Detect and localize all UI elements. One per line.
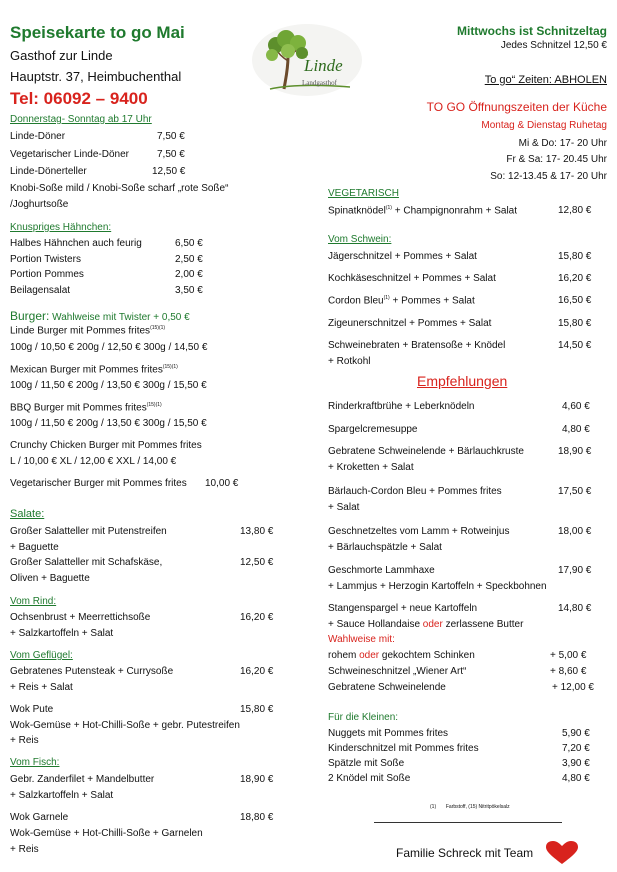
doener-heading: Donnerstag- Sonntag ab 17 Uhr [10, 114, 152, 125]
menu-item-name [328, 650, 475, 661]
menu-item-price: 4,80 € [562, 773, 590, 784]
menu-item-detail: + Lammjus + Herzogin Kartoffeln + Speckbohnen [328, 581, 547, 592]
menu-item-detail: + Bärlauchspätzle + Salat [328, 542, 442, 553]
menu-item-price: 7,50 € [157, 131, 185, 142]
menu-item-price: 7,50 € [157, 149, 185, 160]
menu-item-name: Portion Pommes [10, 269, 84, 280]
menu-item-price: 4,60 € [562, 401, 590, 412]
hours-fr-sa: Fr & Sa: 17- 20.45 Uhr [506, 154, 607, 165]
sauce-oder: oder [422, 619, 443, 630]
schinken-oder: oder [359, 650, 380, 661]
menu-item-name: Beilagensalat [10, 285, 71, 296]
burger-linde-sizes: 100g / 10,50 € 200g / 12,50 € 300g / 14,50 € [10, 342, 208, 353]
menu-item-name: Großer Salatteller mit Putenstreifen [10, 526, 167, 537]
burger-mexican-name: Mexican Burger mit Pommes frites [10, 364, 163, 376]
salate-heading: Salate: [10, 508, 45, 520]
menu-item-price: 6,50 € [175, 238, 203, 249]
menu-item-name: Geschnetzeltes vom Lamm + Rotweinjus [328, 526, 510, 537]
menu-item-name: Gebratene Schweinelende + Bärlauchkruste [328, 446, 524, 457]
signature: Familie Schreck mit Team [396, 846, 534, 860]
kinder-heading: Für die Kleinen: [328, 712, 399, 723]
menu-item-price: 12,80 € [558, 205, 592, 216]
menu-item-price: 3,90 € [562, 758, 590, 769]
menu-item-price: 18,80 € [240, 812, 274, 823]
menu-item-name: Geschmorte Lammhaxe [328, 565, 435, 576]
menu-item-detail: Wok-Gemüse + Hot-Chilli-Soße + Garnelen [10, 828, 203, 839]
burger-veg: Vegetarischer Burger mit Pommes frites [10, 478, 187, 489]
menu-item-name: Rinderkraftbrühe + Leberknödeln [328, 401, 475, 412]
menu-item-detail: Oliven + Baguette [10, 573, 90, 584]
fisch-heading: Vom Fisch: [10, 757, 60, 768]
menu-item-price: 16,20 € [558, 273, 592, 284]
burger-bbq [10, 402, 162, 413]
menu-item-price: 12,50 € [152, 166, 186, 177]
menu-item-price: 4,80 € [562, 424, 590, 435]
menu-item-price: 15,80 € [558, 318, 592, 329]
menu-item-detail: + Salzkartoffeln + Salat [10, 628, 114, 639]
menu-item-detail: Wok-Gemüse + Hot-Chilli-Soße + gebr. Putestreifen [10, 720, 240, 731]
burger-bbq-name: BBQ Burger mit Pommes frites [10, 402, 147, 414]
menu-title: Speisekarte to go Mai [10, 23, 185, 42]
doener-sauce-note-2: /Joghurtsoße [10, 199, 69, 210]
menu-item-name: 2 Knödel mit Soße [328, 773, 411, 784]
schnitzeltag-price: Jedes Schnitzel 12,50 € [500, 40, 607, 51]
vegetarisch-item-name: Spinatknödel [328, 205, 386, 217]
logo-subtitle: Landgasthof [302, 79, 337, 87]
menu-item-detail: + Salat [328, 502, 360, 513]
footer-divider [374, 822, 562, 823]
gefluegel-heading: Vom Geflügel: [10, 650, 73, 661]
menu-item-price: 7,20 € [562, 743, 590, 754]
menu-item-name: Wok Garnele [10, 812, 69, 823]
logo-title: Linde [304, 56, 343, 75]
hours-mi-do: Mi & Do: 17- 20 Uhr [518, 138, 607, 149]
schinken-a: rohem [328, 650, 360, 661]
burger-mexican [10, 364, 178, 375]
restaurant-address: Hauptstr. 37, Heimbuchenthal [10, 69, 182, 84]
menu-item-price: 14,50 € [558, 340, 592, 351]
menu-item-price: 17,50 € [558, 486, 592, 497]
menu-item-detail: + Kroketten + Salat [328, 462, 414, 473]
cordon-bleu-footnote: (1) [383, 295, 390, 301]
vegetarisch-item-footnote: (1) [385, 205, 392, 211]
menu-item-detail: + Reis [10, 735, 39, 746]
burger-linde-footnote: (15)(1) [150, 325, 166, 331]
menu-item-name: Linde-Döner [10, 131, 66, 142]
menu-item-price: 15,80 € [240, 704, 274, 715]
menu-item-name [328, 205, 517, 216]
menu-item-name: Stangenspargel + neue Kartoffeln [328, 603, 478, 614]
menu-item-price: 2,00 € [175, 269, 203, 280]
menu-item-detail: + Salzkartoffeln + Salat [10, 790, 114, 801]
menu-item-price: 3,50 € [175, 285, 203, 296]
menu-item-name: Gebratenes Putensteak + Currysoße [10, 666, 174, 677]
menu-item-name: Kochkäseschnitzel + Pommes + Salat [328, 273, 496, 284]
menu-item-price: + 12,00 € [552, 682, 594, 693]
menu-item-price: 15,80 € [558, 251, 592, 262]
menu-item-name [328, 295, 475, 306]
footnote-text: Farbstoff, (15) Nitritpökelsalz [445, 804, 510, 810]
menu-item-detail [328, 619, 523, 630]
menu-item-name: Großer Salatteller mit Schafskäse, [10, 557, 163, 568]
restaurant-name: Gasthof zur Linde [10, 48, 113, 63]
ruhetag: Montag & Dienstag Ruhetag [481, 120, 607, 131]
menu-item-price: + 5,00 € [550, 650, 587, 661]
menu-item-name: Spargelcremesuppe [328, 424, 418, 435]
haehnchen-heading: Knuspriges Hähnchen: [10, 222, 112, 233]
burger-mexican-sizes: 100g / 11,50 € 200g / 13,50 € 300g / 15,50 € [10, 380, 207, 391]
burger-linde [10, 325, 165, 336]
menu-item-detail: + Rotkohl [328, 356, 371, 367]
rind-heading: Vom Rind: [10, 596, 57, 607]
togo-times: To go“ Zeiten: ABHOLEN [484, 74, 607, 86]
vegetarisch-heading: VEGETARISCH [328, 188, 399, 199]
menu-item-name: Kinderschnitzel mit Pommes frites [328, 743, 479, 754]
footnote [430, 804, 510, 810]
menu-item-name: Gebr. Zanderfilet + Mandelbutter [10, 774, 155, 785]
menu-item-name: Vegetarischer Linde-Döner [10, 149, 129, 160]
cordon-bleu-name: Cordon Bleu [328, 295, 384, 307]
menu-item-price: 18,00 € [558, 526, 592, 537]
burger-twister-option: Wahlweise mit Twister + 0,50 € [49, 312, 190, 323]
menu-item-detail: + Baguette [10, 542, 59, 553]
menu-item-name: Wok Pute [10, 704, 54, 715]
menu-item-price: 10,00 € [205, 478, 239, 489]
menu-item-price: 17,90 € [558, 565, 592, 576]
menu-item-name: Schweinebraten + Bratensoße + Knödel [328, 340, 506, 351]
menu-item-price: 16,20 € [240, 666, 274, 677]
menu-item-detail: + Reis + Salat [10, 682, 73, 693]
footnote-number: (1) [430, 804, 437, 810]
menu-item-price: + 8,60 € [550, 666, 587, 677]
menu-item-price: 18,90 € [558, 446, 592, 457]
menu-item-name: Gebratene Schweinelende [328, 682, 446, 693]
schnitzeltag-title: Mittwochs ist Schnitzeltag [456, 24, 607, 38]
menu-item-price: 2,50 € [175, 254, 203, 265]
burger-bbq-footnote: (15)(1) [146, 402, 162, 408]
phone-number[interactable]: Tel: 06092 – 9400 [10, 89, 148, 108]
menu-item-price: 12,50 € [240, 557, 274, 568]
menu-item-name: Portion Twisters [10, 254, 81, 265]
sauce-option-b: zerlassene Butter [442, 619, 524, 630]
menu-item-name: Linde-Dönerteller [10, 166, 87, 177]
burger-linde-name: Linde Burger mit Pommes frites [10, 325, 151, 337]
logo-small-text: Zur [298, 52, 309, 60]
menu-item-name: Nuggets mit Pommes frites [328, 728, 449, 739]
sauce-option-a: + Sauce Hollandaise [328, 619, 423, 630]
menu-item-price: 13,80 € [240, 526, 274, 537]
menu-item-price: 14,80 € [558, 603, 592, 614]
menu-item-name: Jägerschnitzel + Pommes + Salat [328, 251, 477, 262]
menu-item-name: Halbes Hähnchen auch feurig [10, 238, 142, 249]
burger-heading [10, 307, 190, 325]
burger-heading-label: Burger: [10, 309, 50, 323]
menu-item-price: 5,90 € [562, 728, 590, 739]
burger-chicken: Crunchy Chicken Burger mit Pommes frites [10, 440, 202, 451]
cordon-bleu-detail: + Pommes + Salat [389, 295, 475, 307]
menu-item-name: Bärlauch-Cordon Bleu + Pommes frites [328, 486, 502, 497]
menu-item-price: 16,20 € [240, 612, 274, 623]
menu-item-name: Spätzle mit Soße [328, 758, 405, 769]
burger-chicken-sizes: L / 10,00 € XL / 12,00 € XXL / 14,00 € [10, 456, 177, 467]
hours-so: So: 12-13.45 & 17- 20 Uhr [490, 171, 607, 182]
schwein-heading: Vom Schwein: [328, 234, 392, 245]
menu-item-name: Schweineschnitzel „Wiener Art“ [328, 666, 467, 677]
menu-item-price: 18,90 € [240, 774, 274, 785]
burger-bbq-sizes: 100g / 11,50 € 200g / 13,50 € 300g / 15,50 € [10, 418, 207, 429]
opening-hours-title [427, 100, 607, 114]
empfehlungen-heading: Empfehlungen [417, 373, 508, 389]
opening-hours-label: TO GO Öffnungszeiten der Küche [426, 100, 607, 114]
vegetarisch-item-detail: + Champignonrahm + Salat [391, 205, 518, 217]
menu-item-name: Ochsenbrust + Meerrettichsoße [10, 612, 151, 623]
wahlweise-label: Wahlweise mit: [328, 634, 395, 645]
doener-sauce-note: Knobi-Soße mild / Knobi-Soße scharf „rote Soße“ [10, 183, 229, 194]
menu-item-detail: + Reis [10, 844, 39, 855]
menu-item-price: 16,50 € [558, 295, 592, 306]
schinken-b: gekochtem Schinken [379, 650, 475, 661]
burger-mexican-footnote: (15)(1) [162, 364, 178, 370]
menu-item-name: Zigeunerschnitzel + Pommes + Salat [328, 318, 492, 329]
heart-icon [546, 841, 578, 865]
